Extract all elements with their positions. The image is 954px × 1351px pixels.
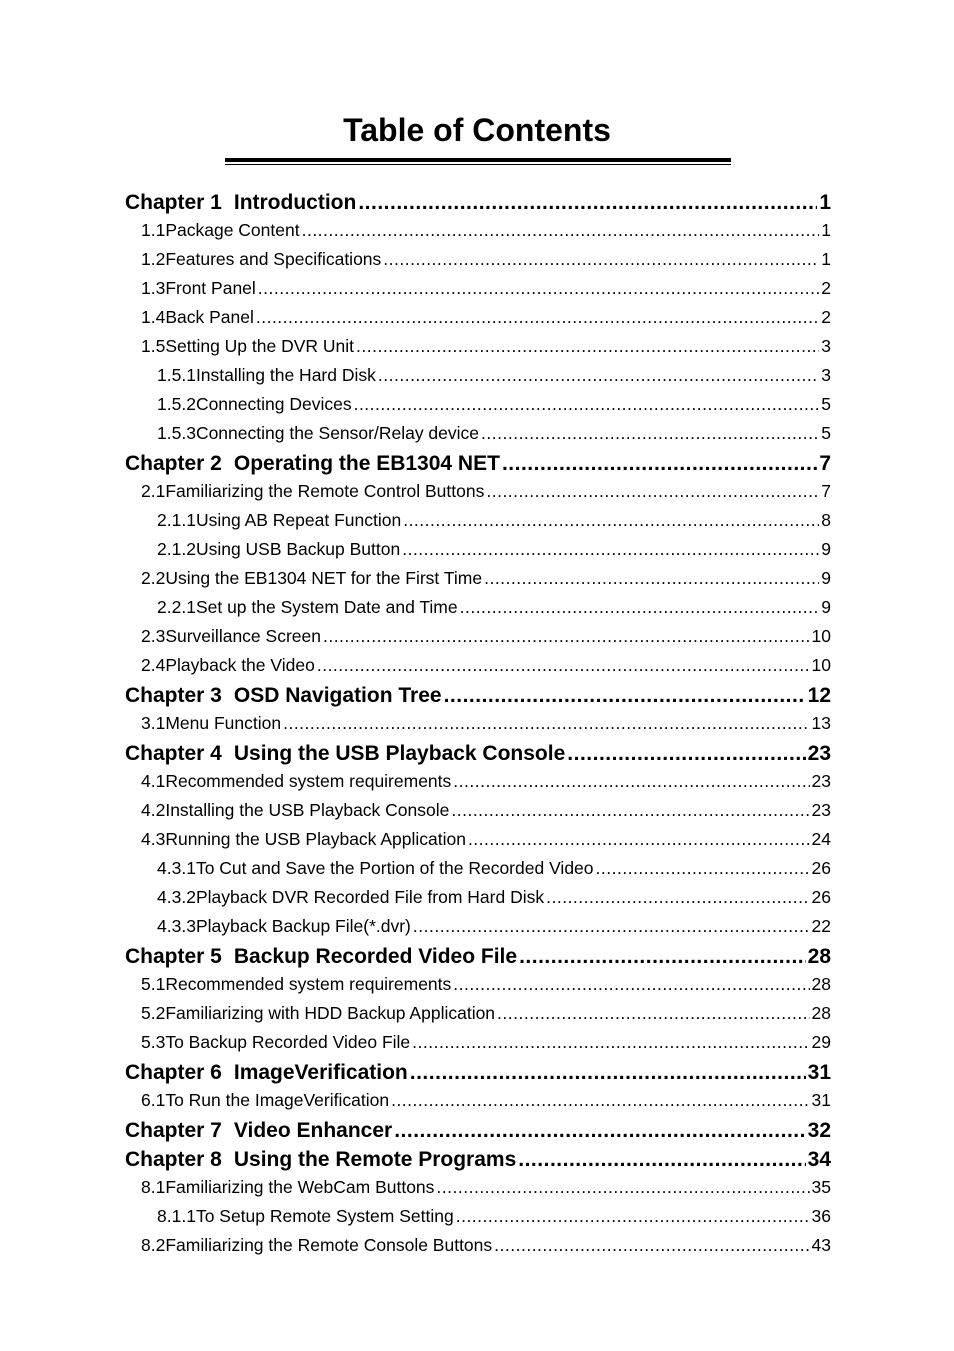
toc-entry-number: 8.1: [141, 1177, 166, 1197]
toc-entry-page: 28: [807, 945, 831, 968]
toc-leader-dots: [394, 1115, 805, 1144]
toc-entry-page: 5: [821, 394, 831, 414]
toc-entry-sub[interactable]: [0, 883, 954, 912]
toc-entry-chapter[interactable]: [0, 738, 954, 767]
toc-entry-title: Surveillance Screen: [165, 626, 321, 646]
toc-entry-section[interactable]: [0, 216, 954, 245]
toc-entry-title: Familiarizing with HDD Backup Application: [165, 1003, 496, 1023]
toc-entry-title: Set up the System Date and Time: [195, 597, 458, 617]
toc-entry-number: 4.3.3: [157, 916, 196, 936]
toc-entry-title: To Run the ImageVerification: [165, 1090, 390, 1110]
toc-entry-chapter[interactable]: [0, 1144, 954, 1173]
toc-entry-page: 35: [811, 1177, 831, 1197]
toc-entry-chapter[interactable]: [0, 680, 954, 709]
toc-entry-page: 9: [821, 568, 831, 588]
toc-list: [0, 187, 954, 1260]
toc-entry-page: 7: [819, 452, 831, 475]
toc-entry-page: 3: [821, 365, 831, 385]
toc-entry-number: 4.2: [141, 800, 166, 820]
toc-entry-page: 43: [811, 1235, 831, 1255]
toc-entry-title: Connecting Devices: [195, 394, 352, 414]
toc-entry-number: 2.1: [141, 481, 166, 501]
toc-leader-dots: [413, 912, 810, 941]
toc-leader-dots: [502, 448, 817, 477]
toc-entry-title: Connecting the Sensor/Relay device: [195, 423, 480, 443]
toc-entry-number: 2.2.1: [157, 597, 196, 617]
toc-entry-page: 5: [821, 423, 831, 443]
toc-entry-number: 1.5.1: [157, 365, 196, 385]
toc-entry-number: 4.3.1: [157, 858, 196, 878]
toc-entry-page: 22: [811, 916, 831, 936]
toc-entry-number: 4.3: [141, 829, 166, 849]
toc-entry-number: 4.1: [141, 771, 166, 791]
toc-entry-page: 23: [811, 771, 831, 791]
toc-entry-number: Chapter 5: [125, 945, 222, 968]
toc-entry-title: Using the Remote Programs: [233, 1148, 517, 1171]
toc-entry-section[interactable]: [0, 245, 954, 274]
toc-entry-title: Using the USB Playback Console: [233, 742, 566, 765]
toc-entry-section[interactable]: [0, 970, 954, 999]
toc-entry-section[interactable]: [0, 332, 954, 361]
toc-entry-page: 23: [811, 800, 831, 820]
toc-entry-page: 28: [811, 974, 831, 994]
toc-leader-dots: [358, 187, 817, 216]
toc-leader-dots: [410, 1057, 806, 1086]
toc-leader-dots: [378, 361, 819, 390]
toc-entry-page: 26: [811, 887, 831, 907]
toc-entry-chapter[interactable]: [0, 1115, 954, 1144]
toc-entry-title: Menu Function: [165, 713, 282, 733]
toc-entry-sub[interactable]: [0, 1202, 954, 1231]
toc-entry-title: Using AB Repeat Function: [195, 510, 402, 530]
toc-entry-number: 3.1: [141, 713, 166, 733]
toc-entry-title: To Cut and Save the Portion of the Recorded Video: [195, 858, 594, 878]
toc-leader-dots: [356, 332, 819, 361]
toc-entry-number: Chapter 3: [125, 684, 222, 707]
toc-entry-sub[interactable]: [0, 854, 954, 883]
toc-entry-page: 10: [811, 655, 831, 675]
toc-entry-number: 1.5.3: [157, 423, 196, 443]
toc-entry-number: Chapter 7: [125, 1119, 222, 1142]
toc-entry-sub[interactable]: [0, 535, 954, 564]
title-underline-thin: [225, 164, 731, 165]
toc-leader-dots: [354, 390, 820, 419]
toc-entry-title: OSD Navigation Tree: [233, 684, 442, 707]
toc-leader-dots: [460, 593, 820, 622]
toc-entry-page: 3: [821, 336, 831, 356]
toc-leader-dots: [403, 506, 819, 535]
toc-entry-page: 26: [811, 858, 831, 878]
toc-entry-title: Using the EB1304 NET for the First Time: [165, 568, 483, 588]
toc-entry-page: 2: [821, 307, 831, 327]
toc-entry-section[interactable]: [0, 825, 954, 854]
toc-entry-sub[interactable]: [0, 506, 954, 535]
toc-leader-dots: [451, 796, 809, 825]
toc-entry-page: 13: [811, 713, 831, 733]
toc-entry-page: 10: [811, 626, 831, 646]
toc-entry-section[interactable]: [0, 999, 954, 1028]
toc-entry-page: 24: [811, 829, 831, 849]
toc-entry-title: Recommended system requirements: [165, 771, 452, 791]
toc-entry-number: 2.2: [141, 568, 166, 588]
toc-entry-page: 2: [821, 278, 831, 298]
toc-entry-page: 34: [807, 1148, 831, 1171]
toc-entry-chapter[interactable]: [0, 1057, 954, 1086]
toc-entry-title: To Setup Remote System Setting: [195, 1206, 454, 1226]
toc-leader-dots: [456, 1202, 810, 1231]
toc-entry-page: 32: [807, 1119, 831, 1142]
toc-entry-sub[interactable]: [0, 390, 954, 419]
toc-entry-title: Backup Recorded Video File: [233, 945, 518, 968]
toc-leader-dots: [258, 274, 819, 303]
toc-entry-section[interactable]: [0, 1086, 954, 1115]
toc-entry-number: Chapter 6: [125, 1061, 222, 1084]
toc-entry-number: 5.2: [141, 1003, 166, 1023]
toc-entry-page: 31: [807, 1061, 831, 1084]
toc-leader-dots: [497, 999, 809, 1028]
toc-entry-title: Front Panel: [165, 278, 256, 298]
toc-leader-dots: [484, 564, 819, 593]
toc-entry-number: 1.2: [141, 249, 166, 269]
toc-entry-section[interactable]: [0, 564, 954, 593]
toc-entry-number: 2.1.1: [157, 510, 196, 530]
toc-entry-page: 1: [821, 249, 831, 269]
toc-leader-dots: [283, 709, 809, 738]
toc-entry-number: 8.2: [141, 1235, 166, 1255]
toc-leader-dots: [391, 1086, 809, 1115]
toc-entry-sub[interactable]: [0, 912, 954, 941]
toc-entry-title: Familiarizing the WebCam Buttons: [165, 1177, 435, 1197]
page-title: Table of Contents: [343, 112, 611, 148]
toc-entry-page: 36: [811, 1206, 831, 1226]
toc-entry-section[interactable]: [0, 796, 954, 825]
toc-entry-number: 5.3: [141, 1032, 166, 1052]
toc-entry-title: Playback the Video: [165, 655, 315, 675]
toc-entry-number: 4.3.2: [157, 887, 196, 907]
toc-entry-title: To Backup Recorded Video File: [165, 1032, 411, 1052]
toc-entry-title: Recommended system requirements: [165, 974, 452, 994]
toc-entry-section[interactable]: [0, 477, 954, 506]
toc-entry-page: 7: [821, 481, 831, 501]
toc-entry-title: Installing the Hard Disk: [195, 365, 376, 385]
toc-entry-section[interactable]: [0, 709, 954, 738]
toc-leader-dots: [481, 419, 819, 448]
toc-entry-page: 1: [821, 220, 831, 240]
toc-entry-number: 8.1.1: [157, 1206, 196, 1226]
toc-entry-number: 2.3: [141, 626, 166, 646]
toc-entry-page: 28: [811, 1003, 831, 1023]
toc-entry-sub[interactable]: [0, 419, 954, 448]
toc-entry-title: Setting Up the DVR Unit: [165, 336, 355, 356]
toc-entry-number: 1.5.2: [157, 394, 196, 414]
toc-entry-section[interactable]: [0, 767, 954, 796]
toc-entry-page: 9: [821, 597, 831, 617]
toc-entry-title: Introduction: [233, 191, 357, 214]
toc-entry-number: 1.5: [141, 336, 166, 356]
toc-entry-title: Operating the EB1304 NET: [233, 452, 500, 475]
toc-entry-section[interactable]: [0, 1173, 954, 1202]
toc-entry-chapter[interactable]: [0, 941, 954, 970]
toc-leader-dots: [383, 245, 819, 274]
toc-entry-title: Back Panel: [165, 307, 254, 327]
toc-entry-title: Playback Backup File(*.dvr): [195, 916, 411, 936]
toc-entry-section[interactable]: [0, 303, 954, 332]
toc-leader-dots: [412, 1028, 809, 1057]
toc-leader-dots: [256, 303, 819, 332]
toc-entry-title: Familiarizing the Remote Console Buttons: [165, 1235, 493, 1255]
toc-leader-dots: [494, 1231, 809, 1260]
toc-entry-number: 1.1: [141, 220, 166, 240]
toc-entry-sub[interactable]: [0, 593, 954, 622]
toc-entry-title: ImageVerification: [233, 1061, 408, 1084]
toc-leader-dots: [486, 477, 819, 506]
toc-entry-number: 1.3: [141, 278, 166, 298]
toc-leader-dots: [402, 535, 819, 564]
toc-entry-title: Running the USB Playback Application: [165, 829, 466, 849]
toc-entry-number: 5.1: [141, 974, 166, 994]
toc-entry-number: Chapter 1: [125, 191, 222, 214]
toc-entry-number: Chapter 2: [125, 452, 222, 475]
toc-entry-title: Installing the USB Playback Console: [165, 800, 450, 820]
toc-entry-title: Package Content: [165, 220, 300, 240]
toc-entry-number: Chapter 4: [125, 742, 222, 765]
toc-leader-dots: [567, 738, 805, 767]
toc-entry-title: Video Enhancer: [233, 1119, 393, 1142]
toc-entry-section[interactable]: [0, 1028, 954, 1057]
toc-leader-dots: [317, 651, 810, 680]
toc-entry-title: Playback DVR Recorded File from Hard Disk: [195, 887, 545, 907]
toc-entry-number: 6.1: [141, 1090, 166, 1110]
toc-entry-section[interactable]: [0, 651, 954, 680]
toc-leader-dots: [453, 970, 809, 999]
toc-entry-number: 2.1.2: [157, 539, 196, 559]
toc-leader-dots: [436, 1173, 809, 1202]
toc-entry-chapter[interactable]: [0, 448, 954, 477]
toc-leader-dots: [519, 941, 806, 970]
toc-entry-page: 12: [807, 684, 831, 707]
toc-leader-dots: [596, 854, 810, 883]
toc-entry-page: 9: [821, 539, 831, 559]
toc-entry-page: 31: [811, 1090, 831, 1110]
toc-leader-dots: [518, 1144, 805, 1173]
title-underline-thick: [225, 158, 731, 162]
toc-entry-chapter[interactable]: [0, 187, 954, 216]
toc-entry-page: 8: [821, 510, 831, 530]
toc-entry-page: 29: [811, 1032, 831, 1052]
toc-leader-dots: [302, 216, 820, 245]
toc-entry-section[interactable]: [0, 274, 954, 303]
toc-leader-dots: [468, 825, 810, 854]
toc-entry-title: Familiarizing the Remote Control Buttons: [165, 481, 485, 501]
toc-entry-number: 1.4: [141, 307, 166, 327]
toc-entry-number: 2.4: [141, 655, 166, 675]
toc-entry-title: Using USB Backup Button: [195, 539, 401, 559]
toc-entry-title: Features and Specifications: [165, 249, 382, 269]
toc-entry-sub[interactable]: [0, 361, 954, 390]
toc-entry-page: 23: [807, 742, 831, 765]
toc-entry-section[interactable]: [0, 622, 954, 651]
toc-leader-dots: [453, 767, 809, 796]
toc-leader-dots: [323, 622, 810, 651]
toc-entry-page: 1: [819, 191, 831, 214]
toc-entry-number: Chapter 8: [125, 1148, 222, 1171]
toc-leader-dots: [444, 680, 806, 709]
toc-entry-section[interactable]: [0, 1231, 954, 1260]
toc-leader-dots: [546, 883, 809, 912]
